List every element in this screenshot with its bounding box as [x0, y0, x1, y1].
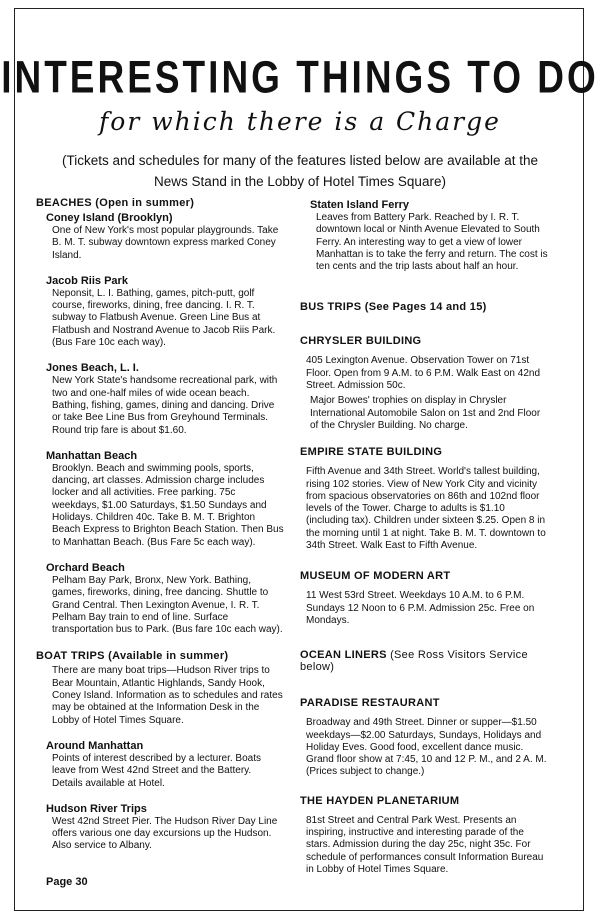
bus-trips-note: (See Pages 14 and 15) [364, 301, 487, 314]
list-item [36, 562, 284, 636]
section-heading: MUSEUM OF MODERN ART [300, 570, 451, 583]
boat-trips-body: There are many boat trips—Hudson River trips to Bear Mountain, Atlantic Highlands, Sandy Hook, Coney Island. Information as to schedules and rates may be obtained at the Information Desk in the Lobby of Hotel Times Square. [52, 665, 283, 726]
item-title: Jones Beach, L. I. [46, 362, 139, 375]
staten-island-ferry [300, 199, 550, 273]
item-title: Around Manhattan [46, 739, 144, 752]
item-body: Brooklyn. Beach and swimming pools, sports, dancing, art classes. Admission charge includes locker and all activities. Free parking. 75c weekdays, $1.00 Saturdays, $1.50 Sundays and Holidays. Children 40c. Take B. M. T. Brighton Beach Express to Brighton Beach Station. Then Bus to Manhattan Beach. (Bus Fare 5c each way). [52, 462, 284, 548]
boat-trips-heading: BOAT TRIPS [36, 650, 105, 663]
item-body: Pelham Bay Park, Bronx, New York. Bathing, games, fireworks, dining, free dancing. Shuttle to Grand Central. Then Lexington Avenue, I. R. T. Pelham Bay train to end of line. Surface transportation bus to Park. (Bus fare 10c each way). [52, 574, 283, 636]
section-heading: CHRYSLER BUILDING [300, 335, 422, 348]
item-body: West 42nd Street Pier. The Hudson River Day Line offers various one day excursions up the Hudson. Also service to Albany. [52, 815, 278, 852]
section-heading: THE HAYDEN PLANETARIUM [300, 794, 460, 807]
section-body: 81st Street and Central Park West. Presents an inspiring, instructive and interesting parade of the stars. Admission during the day 25c, night 35c. For schedule of performances consult Information Bureau in Lobby of Hotel Times Square. [306, 814, 544, 875]
chrysler-section [300, 335, 550, 432]
item-body: Leaves from Battery Park. Reached by I. R. T. downtown local or Ninth Avenue Elevated to South Ferry. An interesting way to get a view of lower Manhattan is to take the ferry and return. The cost is ten cents and the trip lasts about half an hour. [316, 212, 548, 273]
boat-trips-note: (Available in summer) [108, 650, 229, 663]
moma-section [300, 570, 550, 627]
beaches-heading: BEACHES [36, 197, 92, 209]
list-item [36, 362, 284, 436]
beaches-note: (Open in summer) [95, 197, 195, 209]
section-body: 11 West 53rd Street. Weekdays 10 A.M. to 6 P.M. Sundays 12 Noon to 6 P.M. Admission 25c. Free on Mondays. [306, 590, 535, 626]
page-number: Page 30 [46, 876, 88, 888]
section-body: 405 Lexington Avenue. Observation Tower on 71st Floor. Open from 9 A.M. to 6 P.M. Walk East on 42nd Street. Admission 50c. [306, 355, 540, 392]
item-body: Points of interest described by a lecturer. Boats leave from West 42nd Street and the Battery. Details available at Hotel. [52, 752, 261, 789]
left-column [36, 197, 284, 853]
item-title: Hudson River Trips [46, 802, 147, 815]
list-item [36, 212, 284, 262]
section-body: Broadway and 49th Street. Dinner or supper—$1.50 weekdays—$2.00 Saturdays, Sundays, Holidays and Holiday Eves. Good food, excellent dance music. Grand floor show at 7:45, 10 and 12 P. M., and 2 A. M. (Prices subject to change.) [306, 717, 547, 778]
section-note: Major Bowes' trophies on display in Chrysler International Automobile Salon on 1st and 2nd Floor of the Chrysler Building. No charge. [310, 395, 541, 431]
section-heading: PARADISE RESTAURANT [300, 697, 440, 710]
ocean-liners-note: (See Ross Visitors Service below) [300, 649, 528, 674]
item-title: Manhattan Beach [46, 449, 138, 462]
beaches-section [36, 197, 284, 636]
ocean-liners-title: OCEAN LINERS [300, 649, 387, 662]
right-column [300, 197, 550, 876]
item-body: One of New York's most popular playgrounds. Take B. M. T. subway downtown express marked Coney Island. [52, 225, 279, 261]
list-item [36, 803, 284, 853]
intro-text: (Tickets and schedules for many of the features listed below are available at the News Stand in the Lobby of Hotel Times Square) [61, 153, 538, 189]
item-title: Orchard Beach [46, 561, 125, 574]
section-heading [36, 650, 284, 662]
item-body: New York State's handsome recreational park, with two and one-half miles of wide ocean beach. Bathing, fishing, games, dining and dancing. Drive or take Bee Line Bus from Greyhound Terminals. Round trip fare is about $1.60. [52, 375, 278, 436]
list-item [36, 740, 284, 790]
item-title: Jacob Riis Park [46, 274, 128, 287]
page-title: INTERESTING THINGS TO DO [1, 52, 599, 103]
section-heading [36, 197, 284, 209]
boat-trips-section [36, 650, 284, 852]
section-heading: EMPIRE STATE BUILDING [300, 446, 443, 459]
paradise-section [300, 697, 550, 778]
list-item [36, 275, 284, 349]
item-title: Coney Island (Brooklyn) [46, 212, 173, 224]
hayden-section [300, 795, 550, 876]
item-body: Neponsit, L. I. Bathing, games, pitch-putt, golf course, fireworks, dining, free dancing. I. R. T. subway to Flatbush Avenue. Green Line Bus at Flatbush and Nostrand Avenue to Jacob Riis Park. (Bus Fare 10c each way). [52, 287, 276, 349]
bus-trips-title: BUS TRIPS [300, 301, 362, 314]
empire-state-section [300, 446, 550, 552]
list-item [36, 450, 284, 549]
ocean-liners-heading [300, 649, 550, 673]
item-title: Staten Island Ferry [310, 199, 410, 211]
section-body: Fifth Avenue and 34th Street. World's tallest building, rising 102 stories. View of New York City and vicinity from spacious observatories on 86th and 102nd floor levels of the Tower. Charge to adults is $1.10 (including tax). Children under sixteen $.25. Open 8 in the morning until 1 at night. Take B. M. T. downtown to 34th Street. Walk East to Fifth Avenue. [306, 466, 546, 552]
bus-trips-heading [300, 301, 550, 313]
page-subtitle: for which there is a Charge [99, 107, 501, 136]
